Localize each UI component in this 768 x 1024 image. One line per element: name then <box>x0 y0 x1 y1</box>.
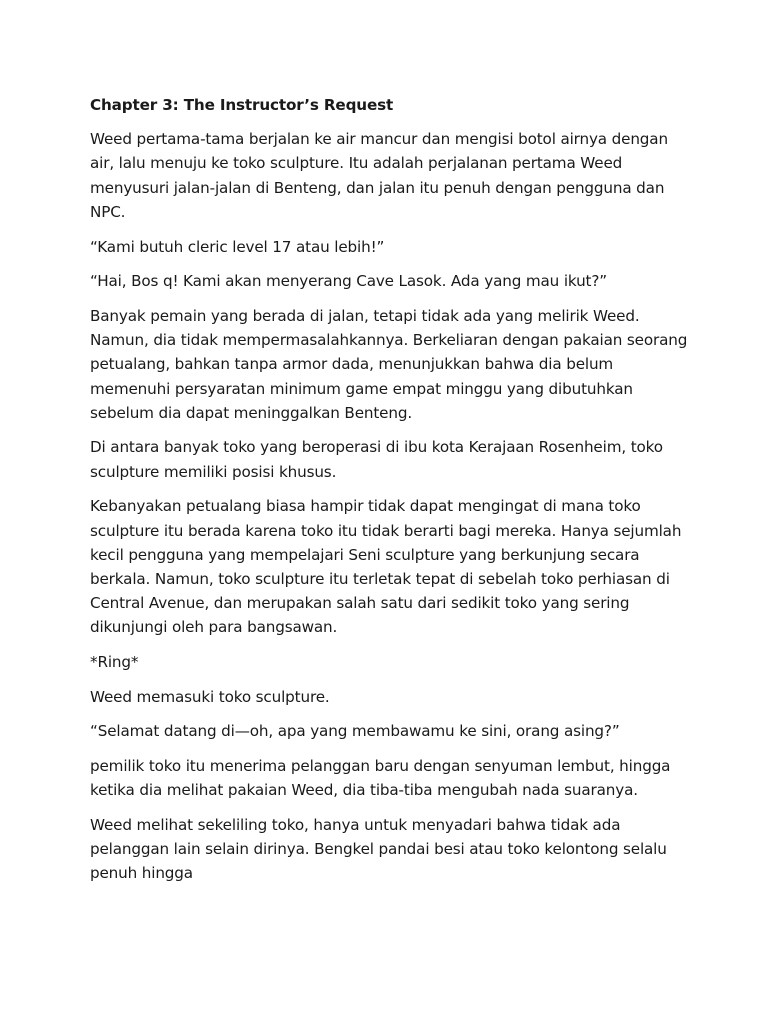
paragraph: Weed melihat sekeliling toko, hanya untuk menyadari bahwa tidak ada pelanggan lain selain dirinya. Bengkel pandai besi atau toko kelontong selalu penuh hingga <box>90 816 667 883</box>
chapter-title: Chapter 3: The Instructor’s Request <box>90 96 394 114</box>
paragraph: Banyak pemain yang berada di jalan, tetapi tidak ada yang melirik Weed. Namun, dia tidak mempermasalahkannya. Berkeliaran dengan pakaian seorang petualang, bahkan tanpa armor dada, menunjukkan bahwa dia belum memenuhi persyaratan minimum game empat minggu yang dibutuhkan sebelum dia dapat meninggalkan Benteng. <box>90 306 688 422</box>
paragraph: “Kami butuh cleric level 17 atau lebih!” <box>90 237 385 256</box>
paragraph: “Hai, Bos q! Kami akan menyerang Cave Lasok. Ada yang mau ikut?” <box>90 272 607 291</box>
paragraph: Di antara banyak toko yang beroperasi di ibu kota Kerajaan Rosenheim, toko sculpture memiliki posisi khusus. <box>90 438 663 481</box>
paragraph: pemilik toko itu menerima pelanggan baru dengan senyuman lembut, hingga ketika dia melihat pakaian Weed, dia tiba-tiba mengubah nada suaranya. <box>90 757 671 800</box>
paragraph: *Ring* <box>90 653 139 672</box>
paragraph: “Selamat datang di—oh, apa yang membawamu ke sini, orang asing?” <box>90 722 620 741</box>
document-page <box>90 93 690 896</box>
paragraph: Weed memasuki toko sculpture. <box>90 687 330 706</box>
paragraph: Weed pertama-tama berjalan ke air mancur dan mengisi botol airnya dengan air, lalu menuju ke toko sculpture. Itu adalah perjalanan pertama Weed menyusuri jalan-jalan di Benteng, dan jalan itu penuh dengan pengguna dan NPC. <box>90 130 668 221</box>
paragraph: Kebanyakan petualang biasa hampir tidak dapat mengingat di mana toko sculpture itu berada karena toko itu tidak berarti bagi mereka. Hanya sejumlah kecil pengguna yang mempelajari Seni sculpture yang berkunjung secara berkala. Namun, toko sculpture itu terletak tepat di sebelah toko perhiasan di Central Avenue, dan merupakan salah satu dari sedikit toko yang sering dikunjungi oleh para bangsawan. <box>90 497 682 637</box>
